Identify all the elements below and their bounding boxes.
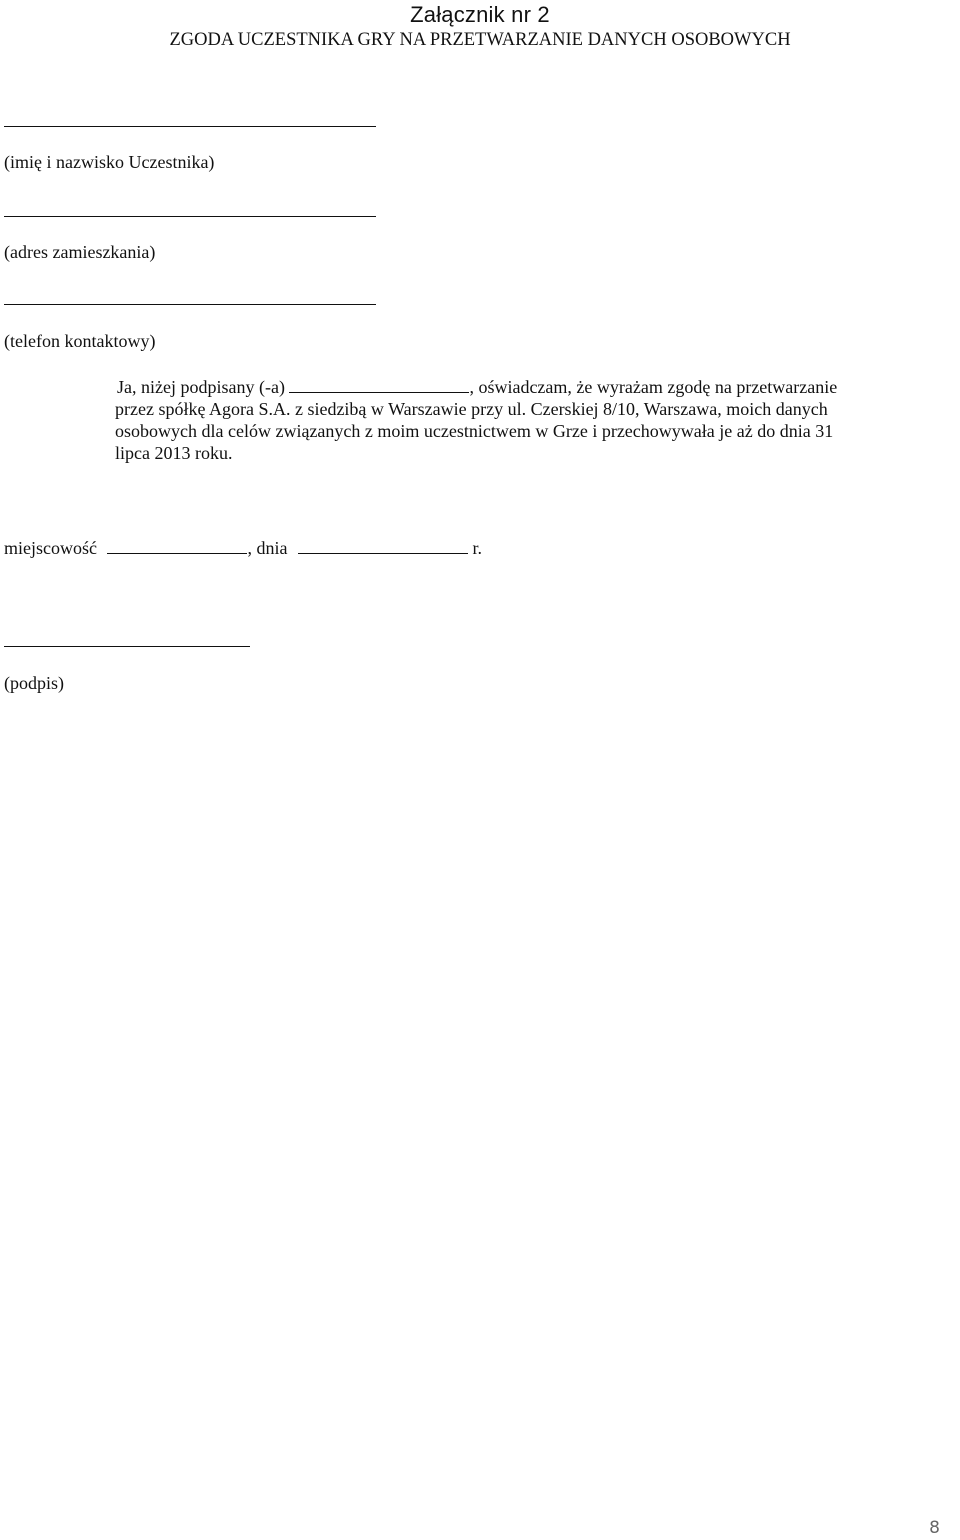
date-blank[interactable] [298,552,468,554]
name-fill-line[interactable] [4,126,376,127]
consent-paragraph [117,376,959,464]
document-title: ZGODA UCZESTNIKA GRY NA PRZETWARZANIE DANYCH OSOBOWYCH [169,30,791,50]
year-suffix: r. [472,538,482,558]
phone-fill-line[interactable] [4,304,376,305]
consent-line-1 [117,376,959,398]
phone-label: (telefon kontaktowy) [4,331,156,351]
address-label: (adres zamieszkania) [4,242,156,262]
signature-label: (podpis) [4,673,64,693]
signatory-name-blank[interactable] [289,391,469,393]
address-fill-line[interactable] [4,216,376,217]
consent-line-3: osobowych dla celów związanych z moim uczestnictwem w Grze i przechowywała je aż do dnia 31 [115,421,834,441]
page-number: 8 [929,1518,940,1538]
annex-title: Załącznik nr 2 [410,2,550,27]
name-label: (imię i nazwisko Uczestnika) [4,152,215,172]
consent-line-4: lipca 2013 roku. [115,443,233,463]
signature-fill-line[interactable] [4,646,250,647]
date-label: , dnia [247,538,288,558]
place-label: miejscowość [4,538,97,558]
consent-line1-pre: Ja, niżej podpisany (-a) [117,377,285,397]
place-date-line [4,538,482,559]
consent-line1-post: , oświadczam, że wyrażam zgodę na przetwarzanie [469,377,838,397]
place-blank[interactable] [107,552,247,554]
consent-line-2: przez spółkę Agora S.A. z siedzibą w Warszawie przy ul. Czerskiej 8/10, Warszawa, moich danych [115,399,828,419]
